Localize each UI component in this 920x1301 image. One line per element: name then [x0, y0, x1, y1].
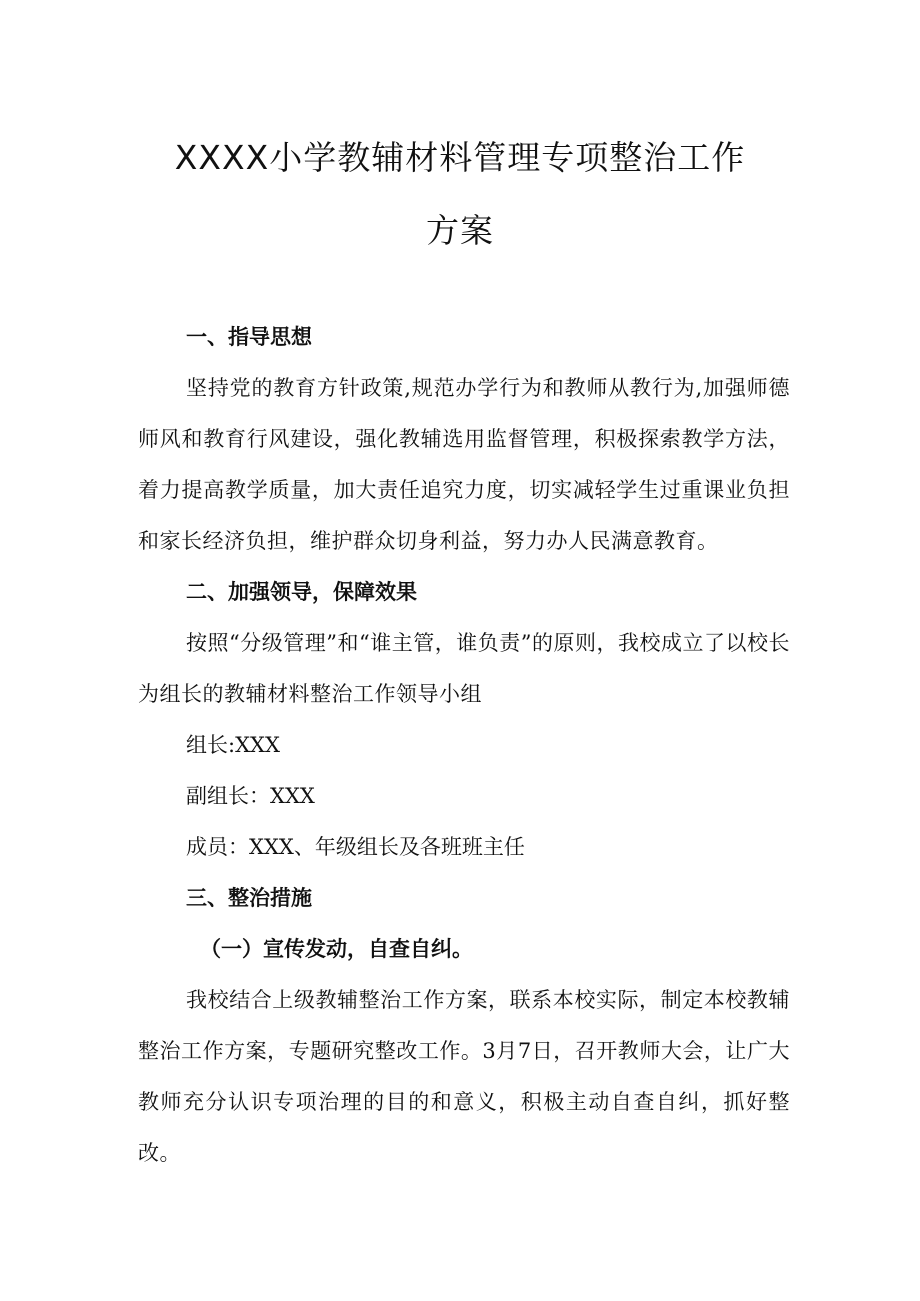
document-body — [138, 312, 790, 1179]
members-line: 成员：XXX、年级组长及各班班主任 — [186, 835, 525, 859]
section-2-paragraph: 按照“分级管理”和“谁主管，谁负责”的原则，我校成立了以校长为组长的教辅材料整治工作领导小组 — [138, 631, 790, 706]
deputy-leader-line: 副组长：XXX — [186, 784, 315, 808]
section-2-heading: 二、加强领导，保障效果 — [186, 580, 417, 604]
group-leader-line: 组长:XXX — [186, 733, 280, 757]
document-title-line-1: XXXX小学教辅材料管理专项整治工作 — [174, 138, 746, 177]
section-3-paragraph: 我校结合上级教辅整治工作方案，联系本校实际，制定本校教辅整治工作方案，专题研究整改工作。3月7日，召开教师大会，让广大教师充分认识专项治理的目的和意义，积极主动自查自纠，抓好整改。 — [138, 988, 790, 1165]
section-1-paragraph: 坚持党的教育方针政策,规范办学行为和教师从教行为,加强师德师风和教育行风建设，强化教辅选用监督管理，积极探索教学方法，着力提高教学质量，加大责任追究力度，切实减轻学生过重课业负担和家长经济负担，维护群众切身利益，努力办人民满意教育。 — [138, 376, 790, 553]
document-title-line-2: 方案 — [426, 211, 494, 250]
section-1-heading: 一、指导思想 — [186, 325, 312, 349]
section-3-heading: 三、整治措施 — [186, 886, 312, 910]
section-3-subheading: （一）宣传发动，自查自纠。 — [200, 937, 473, 961]
